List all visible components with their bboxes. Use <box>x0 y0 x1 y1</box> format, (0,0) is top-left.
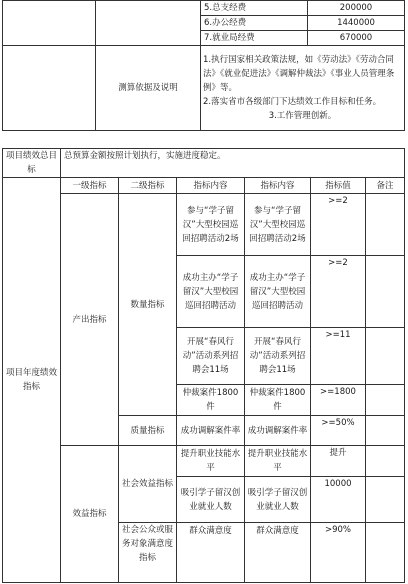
budget-blank-cell <box>3 1 96 46</box>
indicator-content: 开展“春风行动”活动系列招聘会11场 <box>245 328 311 385</box>
social-indicator-label: 社会效益指标 <box>119 446 177 523</box>
header-level1: 一级指标 <box>61 178 119 194</box>
basis-line: 3.工作管理创新。 <box>268 111 337 121</box>
basis-blank-cell <box>3 46 96 131</box>
goal-row <box>3 149 405 178</box>
header-row <box>3 178 405 194</box>
indicator-content: 群众满意度 <box>245 523 311 583</box>
table-row <box>3 446 405 477</box>
indicator-content: 成功调解案件率 <box>177 416 245 446</box>
basis-label: 测算依据及说明 <box>96 46 201 131</box>
budget-item-label: 6.办公经费 <box>201 16 308 31</box>
indicator-content: 仲裁案件1800件 <box>245 385 311 416</box>
budget-item-label: 5.总支经费 <box>201 1 308 16</box>
indicator-note <box>366 385 405 416</box>
indicator-content: 成功调解案件率 <box>245 416 311 446</box>
benefit-indicator-label: 效益指标 <box>61 446 119 583</box>
indicator-content: 参与“学子留汉”大型校园巡回招聘活动2场 <box>245 194 311 256</box>
annual-indicator-label: 项目年度绩效指标 <box>3 178 61 583</box>
indicator-note <box>366 477 405 523</box>
indicator-content: 参与“学子留汉”大型校园巡回招聘活动2场 <box>177 194 245 256</box>
indicator-content: 提升职业技能水平 <box>245 446 311 477</box>
goal-text: 总预算金额按照计划执行，实施进度稳定。 <box>61 149 405 178</box>
indicator-note <box>366 416 405 446</box>
performance-table <box>2 148 405 583</box>
indicator-note <box>366 256 405 328</box>
budget-table <box>2 0 405 131</box>
indicator-content: 提升职业技能水平 <box>177 446 245 477</box>
indicator-content: 吸引学子留汉创业就业人数 <box>245 477 311 523</box>
budget-blank-cell <box>96 1 201 46</box>
indicator-content: 开展“春风行动”活动系列招聘会11场 <box>177 328 245 385</box>
budget-item-value: 200000 <box>308 1 405 16</box>
indicator-content: 成功主办“学子留汉”大型校园巡回招聘活动 <box>177 256 245 328</box>
budget-row <box>3 1 405 16</box>
indicator-value: >=2 <box>311 194 366 256</box>
budget-item-value: 1440000 <box>308 16 405 31</box>
quality-indicator-label: 质量指标 <box>119 416 177 446</box>
indicator-value: 提升 <box>311 446 366 477</box>
indicator-value: >=50% <box>311 416 366 446</box>
indicator-content: 群众满意度 <box>177 523 245 583</box>
budget-item-value: 670000 <box>308 31 405 46</box>
output-indicator-label: 产出指标 <box>61 194 119 446</box>
indicator-note <box>366 328 405 385</box>
indicator-value: >=2 <box>311 256 366 328</box>
indicator-value: >=1800 <box>311 385 366 416</box>
satisfaction-indicator-label: 社会公众或服务对象满意度指标 <box>119 523 177 583</box>
table-row <box>3 194 405 256</box>
basis-row <box>3 46 405 131</box>
header-note: 备注 <box>366 178 405 194</box>
header-content-2: 指标内容 <box>245 178 311 194</box>
basis-line: 2.落实省市各级部门下达绩效工作目标和任务。 <box>203 97 382 107</box>
basis-text <box>201 46 405 131</box>
quantity-indicator-label: 数量指标 <box>119 194 177 416</box>
indicator-value: 10000 <box>311 477 366 523</box>
goal-label: 项目绩效总目标 <box>3 149 61 178</box>
indicator-note <box>366 194 405 256</box>
indicator-value: >=11 <box>311 328 366 385</box>
header-value: 指标值 <box>311 178 366 194</box>
indicator-value: >90% <box>311 523 366 583</box>
header-level2: 二级指标 <box>119 178 177 194</box>
indicator-content: 吸引学子留汉创业就业人数 <box>177 477 245 523</box>
indicator-note <box>366 523 405 583</box>
basis-line: 1.执行国家相关政策法规，如《劳动法》《劳动合同法》《就业促进法》《调解仲裁法》《事业人员管理条例》等。 <box>203 55 395 93</box>
indicator-content: 成功主办“学子留汉”大型校园巡回招聘活动 <box>245 256 311 328</box>
budget-item-label: 7.就业局经费 <box>201 31 308 46</box>
header-content-1: 指标内容 <box>177 178 245 194</box>
indicator-content: 仲裁案件1800件 <box>177 385 245 416</box>
indicator-note <box>366 446 405 477</box>
